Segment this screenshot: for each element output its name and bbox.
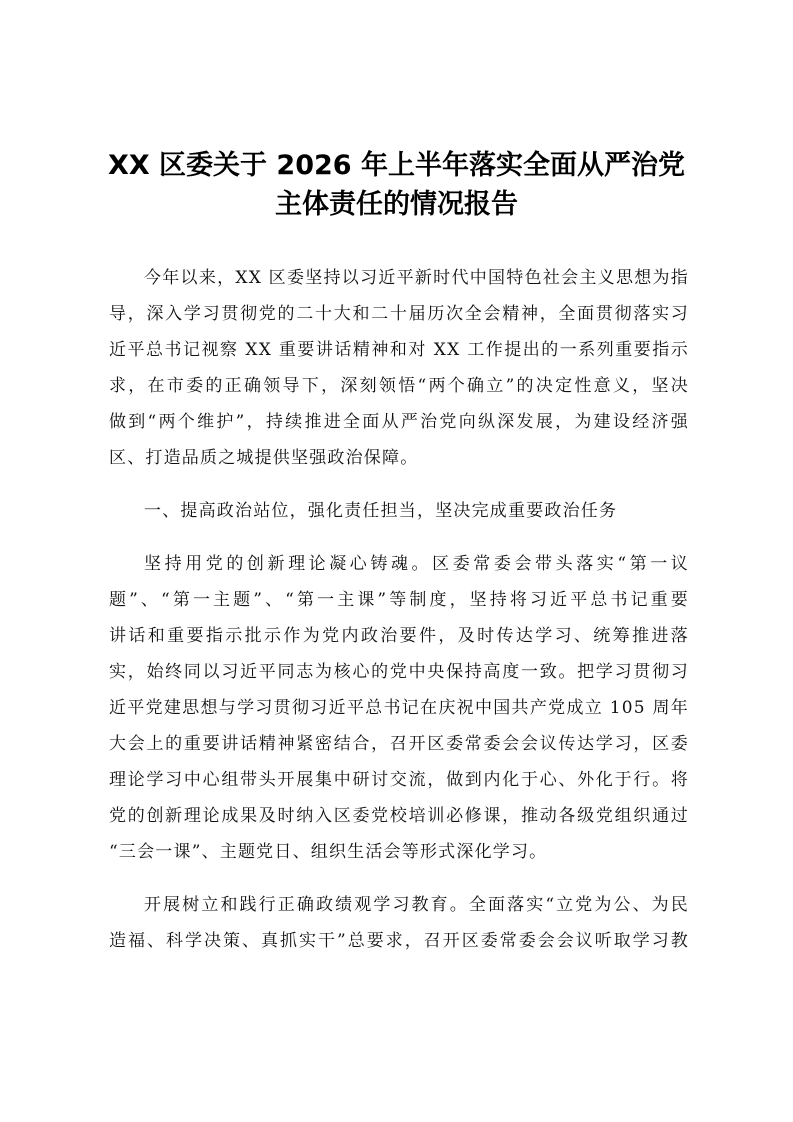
paragraph-line: 求，在市委的正确领导下，深刻领悟“两个确立”的决定性意义，坚决 xyxy=(109,376,689,396)
document-title-line-1: XX 区委关于 2026 年上半年落实全面从严治党 xyxy=(108,150,685,181)
paragraph-line: 题”、“第一主题”、“第一主课”等制度，坚持将习近平总书记重要 xyxy=(109,590,689,610)
document-title-line-2: 主体责任的情况报告 xyxy=(275,189,518,220)
paragraph-line: 实，始终同以习近平同志为核心的党中央保持高度一致。把学习贯彻习 xyxy=(109,662,689,682)
paragraph-line: 讲话和重要指示批示作为党内政治要件，及时传达学习、统筹推进落 xyxy=(109,626,689,646)
paragraph-line: 党的创新理论成果及时纳入区委党校培训必修课，推动各级党组织通过 xyxy=(109,806,689,826)
paragraph-education xyxy=(109,887,689,959)
paragraph-line: 近平党建思想与学习贯彻习近平总书记在庆祝中国共产党成立 105 周年 xyxy=(109,698,689,718)
paragraph-theory xyxy=(109,546,689,870)
paragraph-line: 坚持用党的创新理论凝心铸魂。区委常委会带头落实“第一议 xyxy=(144,554,689,574)
paragraph-line: 做到“两个维护”，持续推进全面从严治党向纵深发展，为建设经济强 xyxy=(109,412,689,432)
document-body xyxy=(109,260,689,959)
section-heading-1 xyxy=(109,493,689,529)
paragraph-line: 开展树立和践行正确政绩观学习教育。全面落实“立党为公、为民 xyxy=(144,895,689,915)
paragraph-line: 导，深入学习贯彻党的二十大和二十届历次全会精神，全面贯彻落实习 xyxy=(109,304,689,324)
paragraph-intro xyxy=(109,260,689,476)
paragraph-line: “三会一课”、主题党日、组织生活会等形式深化学习。 xyxy=(109,842,548,862)
paragraph-line: 近平总书记视察 XX 重要讲话精神和对 XX 工作提出的一系列重要指示 xyxy=(109,340,689,360)
paragraph-line: 大会上的重要讲话精神紧密结合，召开区委常委会会议传达学习，区委 xyxy=(109,734,689,754)
section-heading-line: 一、提高政治站位，强化责任担当，坚决完成重要政治任务 xyxy=(144,501,618,521)
paragraph-line: 理论学习中心组带头开展集中研讨交流，做到内化于心、外化于行。将 xyxy=(109,770,689,790)
paragraph-line: 造福、科学决策、真抓实干”总要求，召开区委常委会会议听取学习教 xyxy=(109,931,689,951)
paragraph-line: 今年以来，XX 区委坚持以习近平新时代中国特色社会主义思想为指 xyxy=(144,268,689,288)
paragraph-line: 区、打造品质之城提供坚强政治保障。 xyxy=(109,448,419,468)
